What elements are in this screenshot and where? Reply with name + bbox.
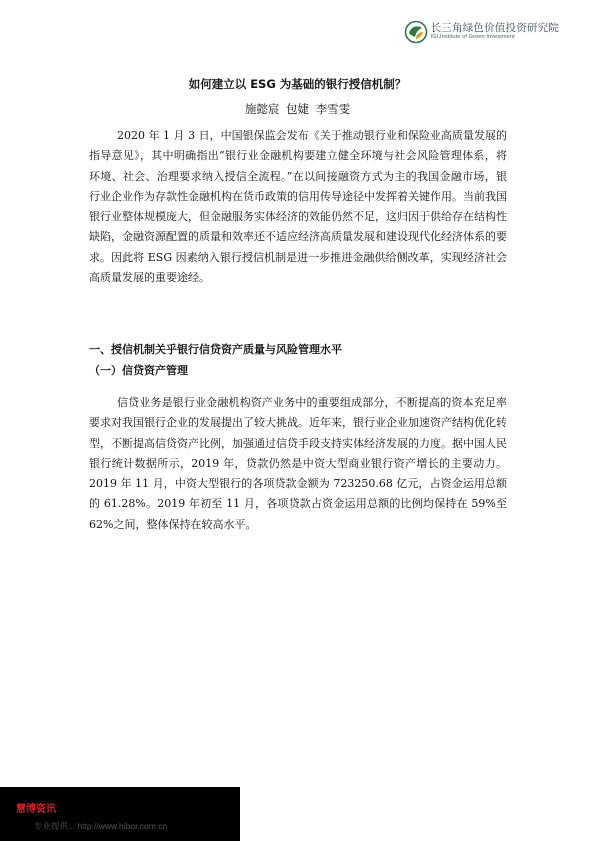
org-name-en: IGI,Institute of Green Investment xyxy=(430,34,515,41)
footer-url: 专业提供... http://www.hibor.com.cn xyxy=(34,821,168,831)
globe-leaf-icon xyxy=(404,20,428,44)
section-heading: 一、授信机制关乎银行信贷资产质量与风险管理水平 xyxy=(89,343,342,356)
document-title: 如何建立以 ESG 为基础的银行授信机制？ xyxy=(188,77,407,91)
subsection-heading: （一）信贷资产管理 xyxy=(89,364,188,377)
footer-brand: 慧博资讯 xyxy=(16,804,56,815)
institute-logo xyxy=(404,20,559,44)
org-name-cn: 长三角绿色价值投资研究院 xyxy=(430,21,559,34)
intro-paragraph: 2020 年 1 月 3 日，中国银保监会发布《关于推动银行业和保险业高质量发展的指导意见》，其中明确指出“银行业金融机构要建立健全环境与社会风险管理体系，将环境、社会、治理要求纳入授信全流程。”在以间接融资方式为主的我国金融市场，银行业企业作为存款性金融机构在货币政策的信用传导途径中发挥着关键作用。当前我国银行业整体规模庞大，但金融服务实体经济的效能仍然不足，这归因于供给存在结构性缺陷，金融资源配置的质量和效率还不适应经济高质量发展和建设现代化经济体系的要求。因此将 ESG 因素纳入银行授信机制是进一步推进金融供给侧改革，实现经济社会高质量发展的重要途经。 xyxy=(89,129,507,285)
document-authors: 施懿宸 包婕 李雪雯 xyxy=(244,102,351,116)
footer-band xyxy=(0,787,240,841)
credit-assets-paragraph: 信贷业务是银行业金融机构资产业务中的重要组成部分，不断提高的资本充足率要求对我国银行企业的发展提出了较大挑战。近年来，银行业企业加速资产结构优化转型，不断提高信贷资产比例，加强通过信贷手段支持实体经济发展的力度。据中国人民银行统计数据所示，2019 年，贷款仍然是中资大型商业银行资产增长的主要动力。2019 年 11 月，中资大型银行的各项贷款金额为 723250.68 亿元，占资金运用总额的 61.28%。2019 年初至 11 月，各项贷款占资金运用总额的比例均保持在 59%至 62%之间，整体保持在较高水平。 xyxy=(89,396,507,531)
